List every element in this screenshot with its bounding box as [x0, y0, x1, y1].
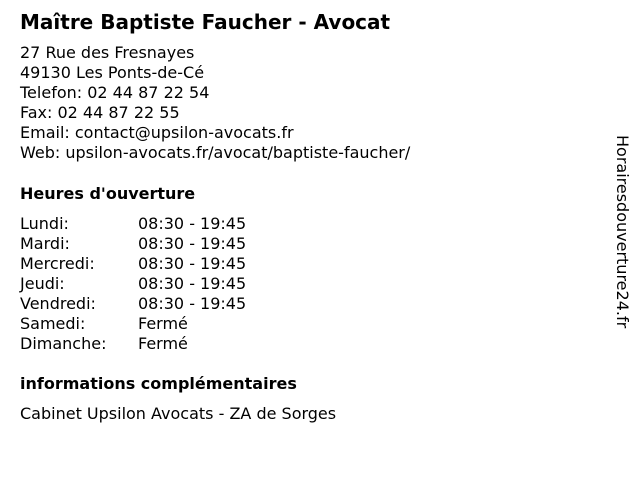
day-hours: 08:30 - 19:45: [138, 234, 247, 253]
additional-info-heading: informations complémentaires: [20, 374, 297, 393]
day-hours: Fermé: [138, 334, 188, 353]
street-address: 27 Rue des Fresnayes: [20, 43, 195, 62]
day-hours: 08:30 - 19:45: [138, 274, 247, 293]
day-label: Lundi:: [20, 214, 69, 233]
day-label: Vendredi:: [20, 294, 96, 313]
day-label: Mercredi:: [20, 254, 95, 273]
hours-row-tuesday: [20, 234, 280, 254]
hours-row-monday: [20, 214, 280, 234]
day-hours: 08:30 - 19:45: [138, 214, 247, 233]
business-name: Maître Baptiste Faucher - Avocat: [20, 10, 391, 34]
day-label: Samedi:: [20, 314, 86, 333]
hours-row-wednesday: [20, 254, 280, 274]
fax-number: Fax: 02 44 87 22 55: [20, 103, 180, 122]
opening-hours-heading: Heures d'ouverture: [20, 184, 196, 203]
day-hours: Fermé: [138, 314, 188, 333]
email-address: Email: contact@upsilon-avocats.fr: [20, 123, 294, 142]
opening-hours-list: [20, 214, 280, 354]
hours-row-sunday: [20, 334, 280, 354]
day-hours: 08:30 - 19:45: [138, 294, 247, 313]
day-hours: 08:30 - 19:45: [138, 254, 247, 273]
additional-info-text: Cabinet Upsilon Avocats - ZA de Sorges: [20, 404, 337, 423]
site-watermark: Horairesdouverture24.fr: [613, 135, 632, 329]
phone-number: Telefon: 02 44 87 22 54: [20, 83, 210, 102]
hours-row-friday: [20, 294, 280, 314]
day-label: Mardi:: [20, 234, 70, 253]
contact-block: [20, 43, 410, 163]
day-label: Jeudi:: [20, 274, 65, 293]
hours-row-thursday: [20, 274, 280, 294]
city-postal: 49130 Les Ponts-de-Cé: [20, 63, 205, 82]
hours-row-saturday: [20, 314, 280, 334]
day-label: Dimanche:: [20, 334, 107, 353]
website-url: Web: upsilon-avocats.fr/avocat/baptiste-faucher/: [20, 143, 411, 162]
